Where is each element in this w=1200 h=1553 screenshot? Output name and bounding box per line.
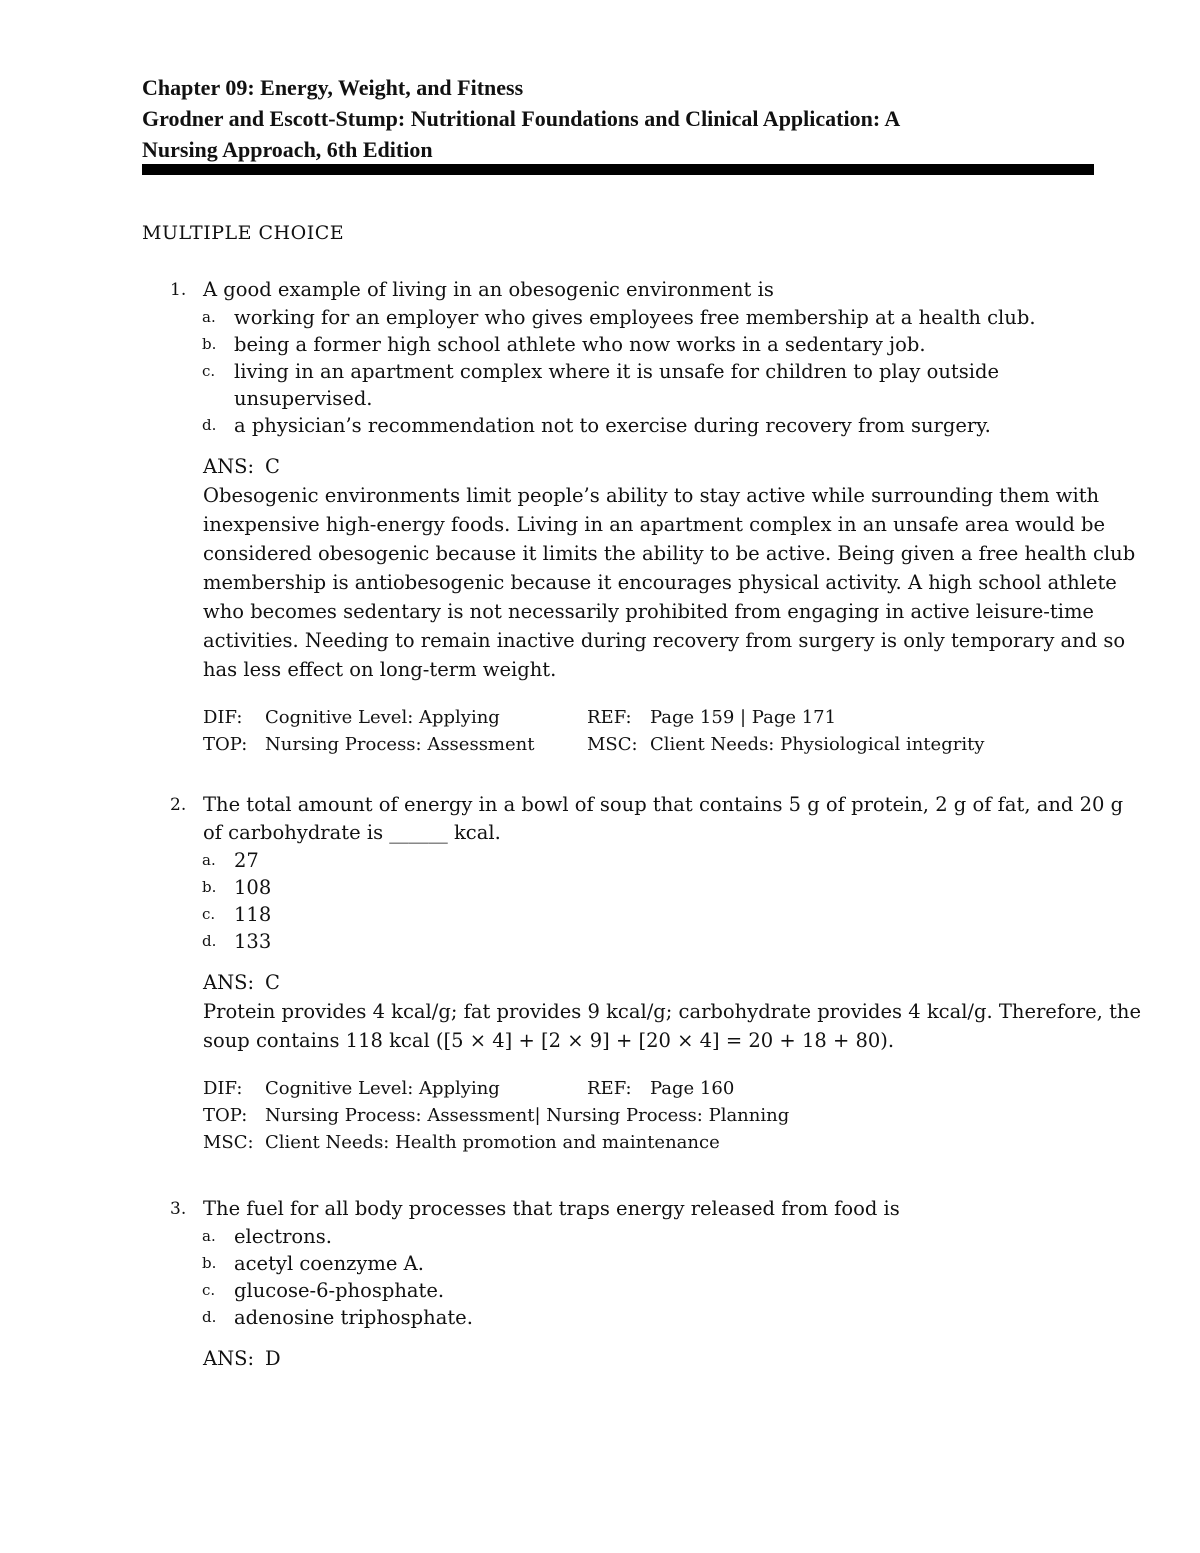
metadata-key: REF: (587, 707, 632, 728)
option-text: 27 (234, 849, 259, 872)
option-letter: d. (202, 1308, 217, 1326)
book-title-line-2: Nursing Approach, 6th Edition (142, 137, 433, 162)
option-text: 118 (234, 903, 272, 926)
option-text: 133 (234, 930, 272, 953)
option-text: unsupervised. (234, 387, 373, 410)
option-letter: c. (202, 905, 216, 923)
book-title-line-1: Grodner and Escott-Stump: Nutritional Foundations and Clinical Application: A (142, 106, 901, 131)
metadata-key: DIF: (203, 1078, 243, 1099)
answer-block (203, 969, 1141, 1156)
option-letter: c. (202, 362, 216, 380)
metadata-key: MSC: (203, 1132, 254, 1153)
metadata-key: TOP: (203, 734, 248, 755)
answer-option (142, 1277, 1102, 1304)
answer-option (142, 1250, 1102, 1277)
metadata-row (203, 731, 1102, 758)
answer-option (142, 874, 1102, 901)
answer-option (142, 928, 1102, 955)
metadata-row (203, 704, 1102, 731)
answer-label: ANS: (203, 455, 255, 478)
question-number: 3. (170, 1199, 187, 1219)
option-letter: b. (202, 1254, 217, 1272)
option-text: working for an employer who gives employees free membership at a health club. (234, 306, 1036, 329)
answer-option (142, 412, 1102, 439)
option-text: living in an apartment complex where it is unsafe for children to play outside (234, 360, 1000, 383)
answer-block (203, 453, 1136, 758)
question-metadata (203, 704, 1102, 758)
answer-key (203, 453, 1102, 481)
option-text: a physician’s recommendation not to exercise during recovery from surgery. (234, 414, 991, 437)
metadata-row (203, 1129, 1102, 1156)
answer-option (142, 304, 1102, 331)
option-letter: b. (202, 878, 217, 896)
section-title: MULTIPLE CHOICE (142, 222, 345, 244)
rationale-line: has less effect on long-term weight. (203, 658, 557, 681)
answer-key (203, 1345, 1102, 1373)
option-letter: c. (202, 1281, 216, 1299)
question-stem: The fuel for all body processes that traps energy released from food is (203, 1197, 900, 1220)
rationale-line: who becomes sedentary is not necessarily prohibited from engaging in active leisure-time (203, 600, 1094, 623)
rationale-line: Protein provides 4 kcal/g; fat provides 9 kcal/g; carbohydrate provides 4 kcal/g. Therefore, the (203, 1000, 1141, 1023)
option-text: glucose-6-phosphate. (234, 1279, 445, 1302)
answer-option (142, 1304, 1102, 1331)
metadata-row (203, 1075, 1102, 1102)
question-3 (142, 1195, 1102, 1373)
option-text: 108 (234, 876, 272, 899)
option-text: acetyl coenzyme A. (234, 1252, 424, 1275)
metadata-value: Nursing Process: Assessment (265, 734, 535, 755)
rationale-line: activities. Needing to remain inactive during recovery from surgery is only temporary and so (203, 629, 1126, 652)
rationale-line: soup contains 118 kcal ([5 × 4] + [2 × 9] + [20 × 4] = 20 + 18 + 80). (203, 1029, 895, 1052)
option-letter: a. (202, 1227, 216, 1245)
metadata-value: Page 160 (650, 1078, 735, 1099)
metadata-value: Cognitive Level: Applying (265, 707, 500, 728)
answer-option (142, 385, 1102, 412)
question-stem: A good example of living in an obesogenic environment is (203, 278, 774, 301)
option-letter: a. (202, 308, 216, 326)
option-letter: a. (202, 851, 216, 869)
question-stem: The total amount of energy in a bowl of soup that contains 5 g of protein, 2 g of fat, and 20 g (203, 793, 1124, 816)
answer-option (142, 1223, 1102, 1250)
answer-option (142, 331, 1102, 358)
metadata-value: Client Needs: Physiological integrity (650, 734, 985, 755)
rationale-line: membership is antiobesogenic because it encourages physical activity. A high school athlete (203, 571, 1117, 594)
rationale-line: Obesogenic environments limit people’s ability to stay active while surrounding them with (203, 484, 1100, 507)
option-text: being a former high school athlete who now works in a sedentary job. (234, 333, 926, 356)
chapter-title: Chapter 09: Energy, Weight, and Fitness (142, 75, 524, 100)
metadata-key: DIF: (203, 707, 243, 728)
rationale-line: inexpensive high-energy foods. Living in an apartment complex in an unsafe area would be (203, 513, 1106, 536)
rationale-line: considered obesogenic because it limits the ability to be active. Being given a free health club (203, 542, 1136, 565)
question-number: 2. (170, 795, 187, 815)
rationale (203, 997, 1141, 1055)
option-letter: d. (202, 932, 217, 950)
answer-value: D (265, 1347, 281, 1370)
answer-option (142, 358, 1102, 385)
metadata-row (203, 1102, 1102, 1129)
option-letter: b. (202, 335, 217, 353)
metadata-value: Client Needs: Health promotion and maintenance (265, 1132, 720, 1153)
question-2 (142, 791, 1141, 1156)
metadata-key: TOP: (203, 1105, 248, 1126)
answer-value: C (265, 455, 280, 478)
metadata-key: REF: (587, 1078, 632, 1099)
metadata-value: Cognitive Level: Applying (265, 1078, 500, 1099)
metadata-value: Nursing Process: Assessment| Nursing Process: Planning (265, 1105, 790, 1126)
answer-option (142, 847, 1102, 874)
option-letter: d. (202, 416, 217, 434)
document-header (142, 72, 1092, 165)
answer-label: ANS: (203, 971, 255, 994)
question-number: 1. (170, 280, 187, 300)
answer-block (203, 1345, 1102, 1373)
question-1 (142, 276, 1136, 758)
answer-option (142, 901, 1102, 928)
header-rule (142, 164, 1094, 175)
answer-value: C (265, 971, 280, 994)
answer-label: ANS: (203, 1347, 255, 1370)
metadata-value: Page 159 | Page 171 (650, 707, 837, 728)
option-text: electrons. (234, 1225, 332, 1248)
question-stem: of carbohydrate is ______ kcal. (203, 821, 501, 844)
option-text: adenosine triphosphate. (234, 1306, 473, 1329)
metadata-key: MSC: (587, 734, 638, 755)
rationale (203, 481, 1136, 684)
answer-key (203, 969, 1102, 997)
question-metadata (203, 1075, 1102, 1156)
